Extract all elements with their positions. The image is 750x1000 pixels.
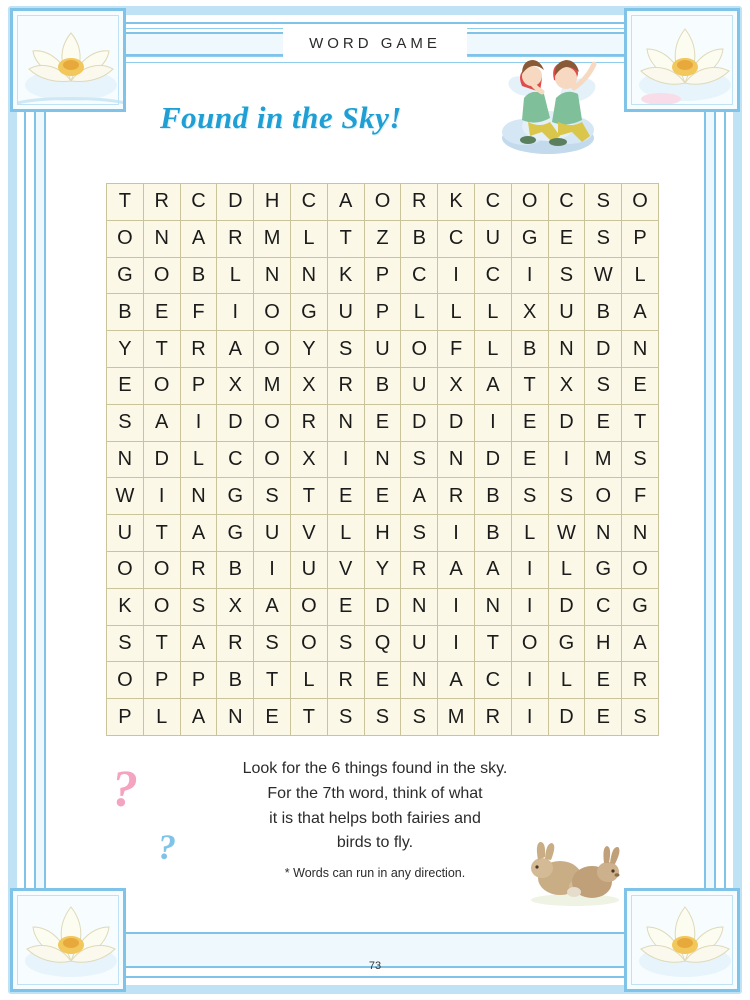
grid-cell[interactable]: O — [290, 588, 327, 625]
grid-cell[interactable]: F — [622, 478, 659, 515]
grid-cell[interactable]: I — [143, 478, 180, 515]
grid-cell[interactable]: L — [143, 699, 180, 736]
table-row[interactable] — [107, 331, 659, 368]
grid-cell[interactable]: V — [327, 551, 364, 588]
grid-cell[interactable]: A — [438, 551, 475, 588]
grid-cell[interactable]: S — [180, 588, 217, 625]
grid-cell[interactable]: O — [107, 220, 144, 257]
grid-cell[interactable]: B — [474, 478, 511, 515]
grid-cell[interactable]: G — [585, 551, 622, 588]
grid-cell[interactable]: R — [217, 220, 254, 257]
grid-cell[interactable]: N — [474, 588, 511, 625]
grid-cell[interactable]: U — [254, 515, 291, 552]
grid-cell[interactable]: H — [585, 625, 622, 662]
grid-cell[interactable]: N — [401, 662, 438, 699]
grid-cell[interactable]: S — [107, 625, 144, 662]
grid-cell[interactable]: L — [548, 662, 585, 699]
grid-cell[interactable]: I — [180, 404, 217, 441]
grid-cell[interactable]: B — [474, 515, 511, 552]
grid-cell[interactable]: S — [585, 367, 622, 404]
grid-cell[interactable]: G — [107, 257, 144, 294]
grid-cell[interactable]: S — [364, 699, 401, 736]
grid-cell[interactable]: O — [585, 478, 622, 515]
grid-cell[interactable]: S — [327, 625, 364, 662]
grid-cell[interactable]: G — [511, 220, 548, 257]
grid-cell[interactable]: N — [622, 331, 659, 368]
grid-cell[interactable]: T — [290, 478, 327, 515]
grid-cell[interactable]: S — [107, 404, 144, 441]
grid-cell[interactable]: M — [585, 441, 622, 478]
grid-cell[interactable]: C — [217, 441, 254, 478]
instructions-footnote: * Words can run in any direction. — [284, 866, 466, 880]
grid-cell[interactable]: T — [622, 404, 659, 441]
grid-cell[interactable]: N — [622, 515, 659, 552]
grid-cell[interactable]: S — [327, 331, 364, 368]
grid-cell[interactable]: T — [107, 184, 144, 221]
grid-cell[interactable]: M — [254, 220, 291, 257]
grid-cell[interactable]: K — [438, 184, 475, 221]
grid-cell[interactable]: D — [548, 404, 585, 441]
grid-cell[interactable]: W — [548, 515, 585, 552]
grid-cell[interactable]: O — [622, 184, 659, 221]
grid-cell[interactable]: G — [290, 294, 327, 331]
grid-cell[interactable]: O — [254, 294, 291, 331]
instructions — [175, 757, 575, 856]
grid-cell[interactable]: H — [364, 515, 401, 552]
grid-cell[interactable]: R — [327, 367, 364, 404]
grid-cell[interactable]: I — [548, 441, 585, 478]
grid-cell[interactable]: U — [401, 625, 438, 662]
grid-cell[interactable]: N — [327, 404, 364, 441]
grid-cell[interactable]: O — [401, 331, 438, 368]
grid-cell[interactable]: F — [180, 294, 217, 331]
grid-cell[interactable]: L — [622, 257, 659, 294]
grid-cell[interactable]: P — [622, 220, 659, 257]
grid-cell[interactable]: S — [401, 441, 438, 478]
grid-cell[interactable]: O — [143, 257, 180, 294]
grid-cell[interactable]: O — [254, 404, 291, 441]
grid-cell[interactable]: D — [548, 699, 585, 736]
grid-cell[interactable]: R — [290, 404, 327, 441]
grid-cell[interactable]: X — [217, 588, 254, 625]
grid-cell[interactable]: E — [585, 662, 622, 699]
grid-cell[interactable]: C — [548, 184, 585, 221]
grid-cell[interactable]: S — [548, 257, 585, 294]
grid-cell[interactable]: I — [511, 662, 548, 699]
grid-cell[interactable]: U — [548, 294, 585, 331]
grid-cell[interactable]: W — [107, 478, 144, 515]
grid-cell[interactable]: R — [217, 625, 254, 662]
word-search-grid[interactable] — [106, 183, 648, 736]
grid-cell[interactable]: D — [143, 441, 180, 478]
grid-cell[interactable]: K — [327, 257, 364, 294]
table-row[interactable] — [107, 404, 659, 441]
grid-cell[interactable]: I — [217, 294, 254, 331]
grid-cell[interactable]: C — [290, 184, 327, 221]
grid-cell[interactable]: G — [217, 478, 254, 515]
header-title-container — [283, 28, 467, 59]
grid-cell[interactable]: D — [474, 441, 511, 478]
grid-cell[interactable]: C — [180, 184, 217, 221]
bunnies-illustration — [520, 828, 630, 906]
grid-cell[interactable]: L — [511, 515, 548, 552]
grid-cell[interactable]: I — [511, 551, 548, 588]
table-row[interactable] — [107, 441, 659, 478]
grid-cell[interactable]: G — [622, 588, 659, 625]
grid-cell[interactable]: B — [180, 257, 217, 294]
grid-cell[interactable]: N — [585, 515, 622, 552]
grid-cell[interactable]: A — [180, 515, 217, 552]
grid-cell[interactable]: U — [327, 294, 364, 331]
page-number: 73 — [368, 960, 382, 972]
grid-cell[interactable]: X — [511, 294, 548, 331]
grid-cell[interactable]: A — [180, 699, 217, 736]
grid-cell[interactable]: N — [548, 331, 585, 368]
grid-cell[interactable]: L — [474, 294, 511, 331]
grid-cell[interactable]: R — [143, 184, 180, 221]
grid-cell[interactable]: O — [143, 551, 180, 588]
grid-cell[interactable]: T — [290, 699, 327, 736]
grid-cell[interactable]: T — [143, 331, 180, 368]
grid-cell[interactable]: S — [622, 441, 659, 478]
corner-inner-border — [17, 15, 119, 105]
grid-cell[interactable]: D — [548, 588, 585, 625]
grid-cell[interactable]: C — [585, 588, 622, 625]
grid-cell[interactable]: P — [107, 699, 144, 736]
grid-cell[interactable]: L — [217, 257, 254, 294]
grid-cell[interactable]: P — [143, 662, 180, 699]
grid-cell[interactable]: R — [438, 478, 475, 515]
grid-cell[interactable]: V — [290, 515, 327, 552]
table-row[interactable] — [107, 625, 659, 662]
grid-cell[interactable]: T — [143, 515, 180, 552]
grid-cell[interactable]: C — [474, 257, 511, 294]
grid-cell[interactable]: U — [290, 551, 327, 588]
corner-flower-top-right — [624, 8, 740, 112]
grid-cell[interactable]: P — [364, 257, 401, 294]
grid-cell[interactable]: E — [364, 404, 401, 441]
grid-cell[interactable]: B — [107, 294, 144, 331]
grid-cell[interactable]: P — [180, 367, 217, 404]
table-row[interactable] — [107, 294, 659, 331]
corner-inner-border — [631, 15, 733, 105]
grid-cell[interactable]: X — [290, 441, 327, 478]
grid-cell[interactable]: M — [254, 367, 291, 404]
grid-cell[interactable]: G — [548, 625, 585, 662]
grid-cell[interactable]: A — [143, 404, 180, 441]
table-row[interactable] — [107, 515, 659, 552]
grid-cell[interactable]: N — [401, 588, 438, 625]
grid-cell[interactable]: A — [180, 220, 217, 257]
grid-cell[interactable]: E — [585, 699, 622, 736]
corner-flower-top-left — [10, 8, 126, 112]
grid-cell[interactable]: N — [254, 257, 291, 294]
grid-cell[interactable]: L — [438, 294, 475, 331]
instruction-line: Look for the 6 things found in the sky. — [242, 760, 508, 777]
grid-cell[interactable]: X — [548, 367, 585, 404]
instruction-line: birds to fly. — [336, 834, 414, 852]
grid-cell[interactable]: E — [511, 404, 548, 441]
grid-cell[interactable]: N — [438, 441, 475, 478]
corner-flower-bottom-right — [624, 888, 740, 992]
grid-cell[interactable]: U — [107, 515, 144, 552]
grid-cell[interactable]: A — [474, 367, 511, 404]
grid-cell[interactable]: B — [217, 551, 254, 588]
corner-flower-bottom-left — [10, 888, 126, 992]
question-mark-icon-large: ? — [112, 761, 138, 818]
grid-cell[interactable]: B — [217, 662, 254, 699]
grid-cell[interactable]: U — [474, 220, 511, 257]
grid-cell[interactable]: L — [474, 331, 511, 368]
grid-cell[interactable]: T — [327, 220, 364, 257]
rabbits-icon — [520, 828, 630, 906]
grid-cell[interactable]: E — [107, 367, 144, 404]
grid-cell[interactable]: D — [401, 404, 438, 441]
instruction-line: For the 7th word, think of what — [267, 784, 483, 802]
grid-cell[interactable]: R — [474, 699, 511, 736]
grid-cell[interactable]: X — [217, 367, 254, 404]
grid-cell[interactable]: N — [107, 441, 144, 478]
grid-cell[interactable]: I — [438, 625, 475, 662]
grid-cell[interactable]: Q — [364, 625, 401, 662]
grid-cell[interactable]: D — [217, 404, 254, 441]
grid-cell[interactable]: C — [474, 184, 511, 221]
table-row[interactable] — [107, 367, 659, 404]
grid-cell[interactable]: G — [217, 515, 254, 552]
grid-cell[interactable]: E — [622, 367, 659, 404]
grid-cell[interactable]: D — [364, 588, 401, 625]
grid-cell[interactable]: Y — [364, 551, 401, 588]
question-mark-icon-small: ? — [158, 827, 176, 867]
grid-cell[interactable]: S — [511, 478, 548, 515]
grid-cell[interactable]: X — [290, 367, 327, 404]
grid-cell[interactable]: O — [107, 662, 144, 699]
table-row[interactable] — [107, 184, 659, 221]
grid-cell[interactable]: O — [622, 551, 659, 588]
grid-cell[interactable]: R — [327, 662, 364, 699]
table-row[interactable] — [107, 257, 659, 294]
grid-cell[interactable]: P — [364, 294, 401, 331]
grid-cell[interactable]: A — [327, 184, 364, 221]
grid-cell[interactable]: E — [364, 662, 401, 699]
grid-cell[interactable]: Y — [290, 331, 327, 368]
grid-cell[interactable]: E — [511, 441, 548, 478]
grid-cell[interactable]: P — [180, 662, 217, 699]
grid-cell[interactable]: O — [143, 588, 180, 625]
grid-cell[interactable]: U — [401, 367, 438, 404]
grid-cell[interactable]: I — [511, 257, 548, 294]
grid-cell[interactable]: E — [364, 478, 401, 515]
word-search-table[interactable] — [106, 183, 659, 736]
grid-cell[interactable]: R — [180, 551, 217, 588]
grid-cell[interactable]: S — [254, 625, 291, 662]
grid-cell[interactable]: O — [254, 441, 291, 478]
grid-cell[interactable]: D — [585, 331, 622, 368]
table-row[interactable] — [107, 699, 659, 736]
grid-cell[interactable]: A — [438, 662, 475, 699]
grid-cell[interactable]: A — [217, 331, 254, 368]
grid-cell[interactable]: K — [107, 588, 144, 625]
grid-cell[interactable]: I — [438, 588, 475, 625]
grid-cell[interactable]: E — [143, 294, 180, 331]
grid-cell[interactable]: A — [622, 294, 659, 331]
table-row[interactable] — [107, 662, 659, 699]
grid-cell[interactable]: T — [254, 662, 291, 699]
grid-cell[interactable]: L — [290, 662, 327, 699]
grid-cell[interactable]: S — [254, 478, 291, 515]
grid-cell[interactable]: A — [254, 588, 291, 625]
grid-cell[interactable]: O — [254, 331, 291, 368]
grid-cell[interactable]: A — [474, 551, 511, 588]
grid-cell[interactable]: E — [327, 588, 364, 625]
grid-cell[interactable]: N — [290, 257, 327, 294]
grid-cell[interactable]: D — [438, 404, 475, 441]
grid-cell[interactable]: C — [474, 662, 511, 699]
grid-cell[interactable]: Z — [364, 220, 401, 257]
grid-cell[interactable]: O — [364, 184, 401, 221]
grid-cell[interactable]: C — [438, 220, 475, 257]
grid-cell[interactable]: C — [401, 257, 438, 294]
grid-cell[interactable]: I — [511, 699, 548, 736]
table-row[interactable] — [107, 220, 659, 257]
grid-cell[interactable]: B — [364, 367, 401, 404]
instruction-line: it is that helps both fairies and — [269, 809, 481, 827]
grid-cell[interactable]: L — [180, 441, 217, 478]
grid-cell[interactable]: A — [401, 478, 438, 515]
table-row[interactable] — [107, 551, 659, 588]
grid-cell[interactable]: A — [180, 625, 217, 662]
grid-cell[interactable]: E — [254, 699, 291, 736]
grid-cell[interactable]: Y — [107, 331, 144, 368]
grid-cell[interactable]: O — [143, 367, 180, 404]
grid-cell[interactable]: L — [548, 551, 585, 588]
grid-cell[interactable]: R — [622, 662, 659, 699]
grid-cell[interactable]: N — [180, 478, 217, 515]
grid-cell[interactable]: L — [401, 294, 438, 331]
grid-cell[interactable]: S — [401, 515, 438, 552]
grid-cell[interactable]: B — [511, 331, 548, 368]
grid-cell[interactable]: L — [290, 220, 327, 257]
grid-cell[interactable]: I — [438, 257, 475, 294]
grid-cell[interactable]: D — [217, 184, 254, 221]
grid-cell[interactable]: T — [511, 367, 548, 404]
grid-cell[interactable]: L — [327, 515, 364, 552]
grid-cell[interactable]: R — [401, 551, 438, 588]
grid-cell[interactable]: E — [585, 404, 622, 441]
grid-cell[interactable]: I — [511, 588, 548, 625]
grid-cell[interactable]: N — [364, 441, 401, 478]
fairies-on-cloud-icon — [478, 30, 618, 162]
grid-cell[interactable]: O — [511, 625, 548, 662]
grid-cell[interactable]: T — [143, 625, 180, 662]
grid-cell[interactable]: O — [107, 551, 144, 588]
grid-cell[interactable]: E — [327, 478, 364, 515]
grid-cell[interactable]: R — [180, 331, 217, 368]
fairies-illustration — [478, 30, 618, 162]
grid-cell[interactable]: S — [585, 220, 622, 257]
grid-cell[interactable]: F — [438, 331, 475, 368]
grid-cell[interactable]: T — [474, 625, 511, 662]
grid-cell[interactable]: B — [401, 220, 438, 257]
grid-cell[interactable]: E — [548, 220, 585, 257]
table-row[interactable] — [107, 588, 659, 625]
grid-cell[interactable]: S — [585, 184, 622, 221]
grid-cell[interactable]: I — [254, 551, 291, 588]
grid-cell[interactable]: I — [327, 441, 364, 478]
grid-cell[interactable]: O — [511, 184, 548, 221]
grid-cell[interactable]: R — [401, 184, 438, 221]
grid-cell[interactable]: S — [327, 699, 364, 736]
grid-cell[interactable]: H — [254, 184, 291, 221]
grid-cell[interactable]: S — [401, 699, 438, 736]
grid-cell[interactable]: O — [290, 625, 327, 662]
grid-cell[interactable]: I — [474, 404, 511, 441]
grid-cell[interactable]: A — [622, 625, 659, 662]
grid-cell[interactable]: B — [585, 294, 622, 331]
grid-cell[interactable]: S — [622, 699, 659, 736]
grid-cell[interactable]: U — [364, 331, 401, 368]
grid-cell[interactable]: W — [585, 257, 622, 294]
page-title: Found in the Sky! — [160, 100, 402, 135]
grid-cell[interactable]: I — [438, 515, 475, 552]
grid-cell[interactable]: N — [217, 699, 254, 736]
header-title: WORD GAME — [309, 35, 441, 52]
grid-cell[interactable]: M — [438, 699, 475, 736]
grid-cell[interactable]: N — [143, 220, 180, 257]
table-row[interactable] — [107, 478, 659, 515]
grid-cell[interactable]: S — [548, 478, 585, 515]
grid-cell[interactable]: X — [438, 367, 475, 404]
